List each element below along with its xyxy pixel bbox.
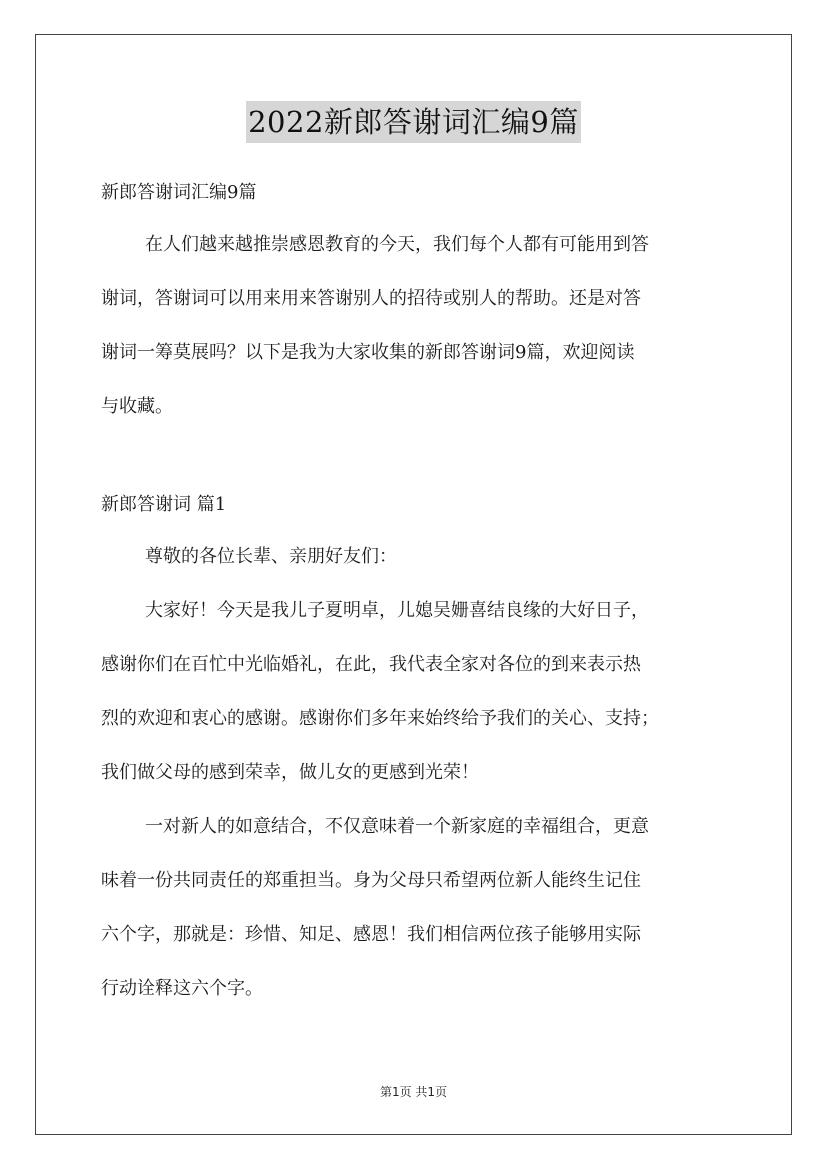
document-title: 2022新郎答谢词汇编9篇: [246, 101, 581, 143]
section-heading: 新郎答谢词 篇1: [101, 494, 227, 515]
intro-line: 谢词，答谢词可以用来用来答谢别人的招待或别人的帮助。还是对答: [101, 288, 641, 309]
paragraph-line: 六个字，那就是：珍惜、知足、感恩！我们相信两位孩子能够用实际: [101, 924, 641, 945]
paragraph-line: 味着一份共同责任的郑重担当。身为父母只希望两位新人能终生记住: [101, 870, 641, 891]
paragraph-line: 我们做父母的感到荣幸，做儿女的更感到光荣！: [101, 762, 479, 783]
paragraph-line: 一对新人的如意结合，不仅意味着一个新家庭的幸福组合，更意: [145, 816, 649, 837]
paragraph-line: 烈的欢迎和衷心的感谢。感谢你们多年来始终给予我们的关心、支持；: [101, 708, 659, 729]
intro-line: 谢词一筹莫展吗？以下是我为大家收集的新郎答谢词9篇，欢迎阅读: [101, 342, 635, 363]
paragraph-line: 行动诠释这六个字。: [101, 978, 263, 999]
intro-paragraph: [101, 218, 727, 434]
page-footer: 第1页 共1页: [379, 1085, 448, 1099]
document-body: [101, 168, 727, 1016]
paragraph-line: 大家好！今天是我儿子夏明卓，儿媳吴姗喜结良缘的大好日子，: [145, 600, 649, 621]
intro-line: 在人们越来越推崇感恩教育的今天，我们每个人都有可能用到答: [145, 234, 649, 255]
paragraph-2: [101, 800, 727, 1016]
salutation: 尊敬的各位长辈、亲朋好友们：: [145, 546, 397, 567]
document-subtitle: 新郎答谢词汇编9篇: [101, 182, 257, 203]
paragraph-1: [101, 584, 727, 800]
section-spacer: [101, 434, 727, 480]
title-container: [0, 101, 827, 143]
paragraph-line: 感谢你们在百忙中光临婚礼，在此，我代表全家对各位的到来表示热: [101, 654, 641, 675]
intro-line: 与收藏。: [101, 396, 173, 417]
